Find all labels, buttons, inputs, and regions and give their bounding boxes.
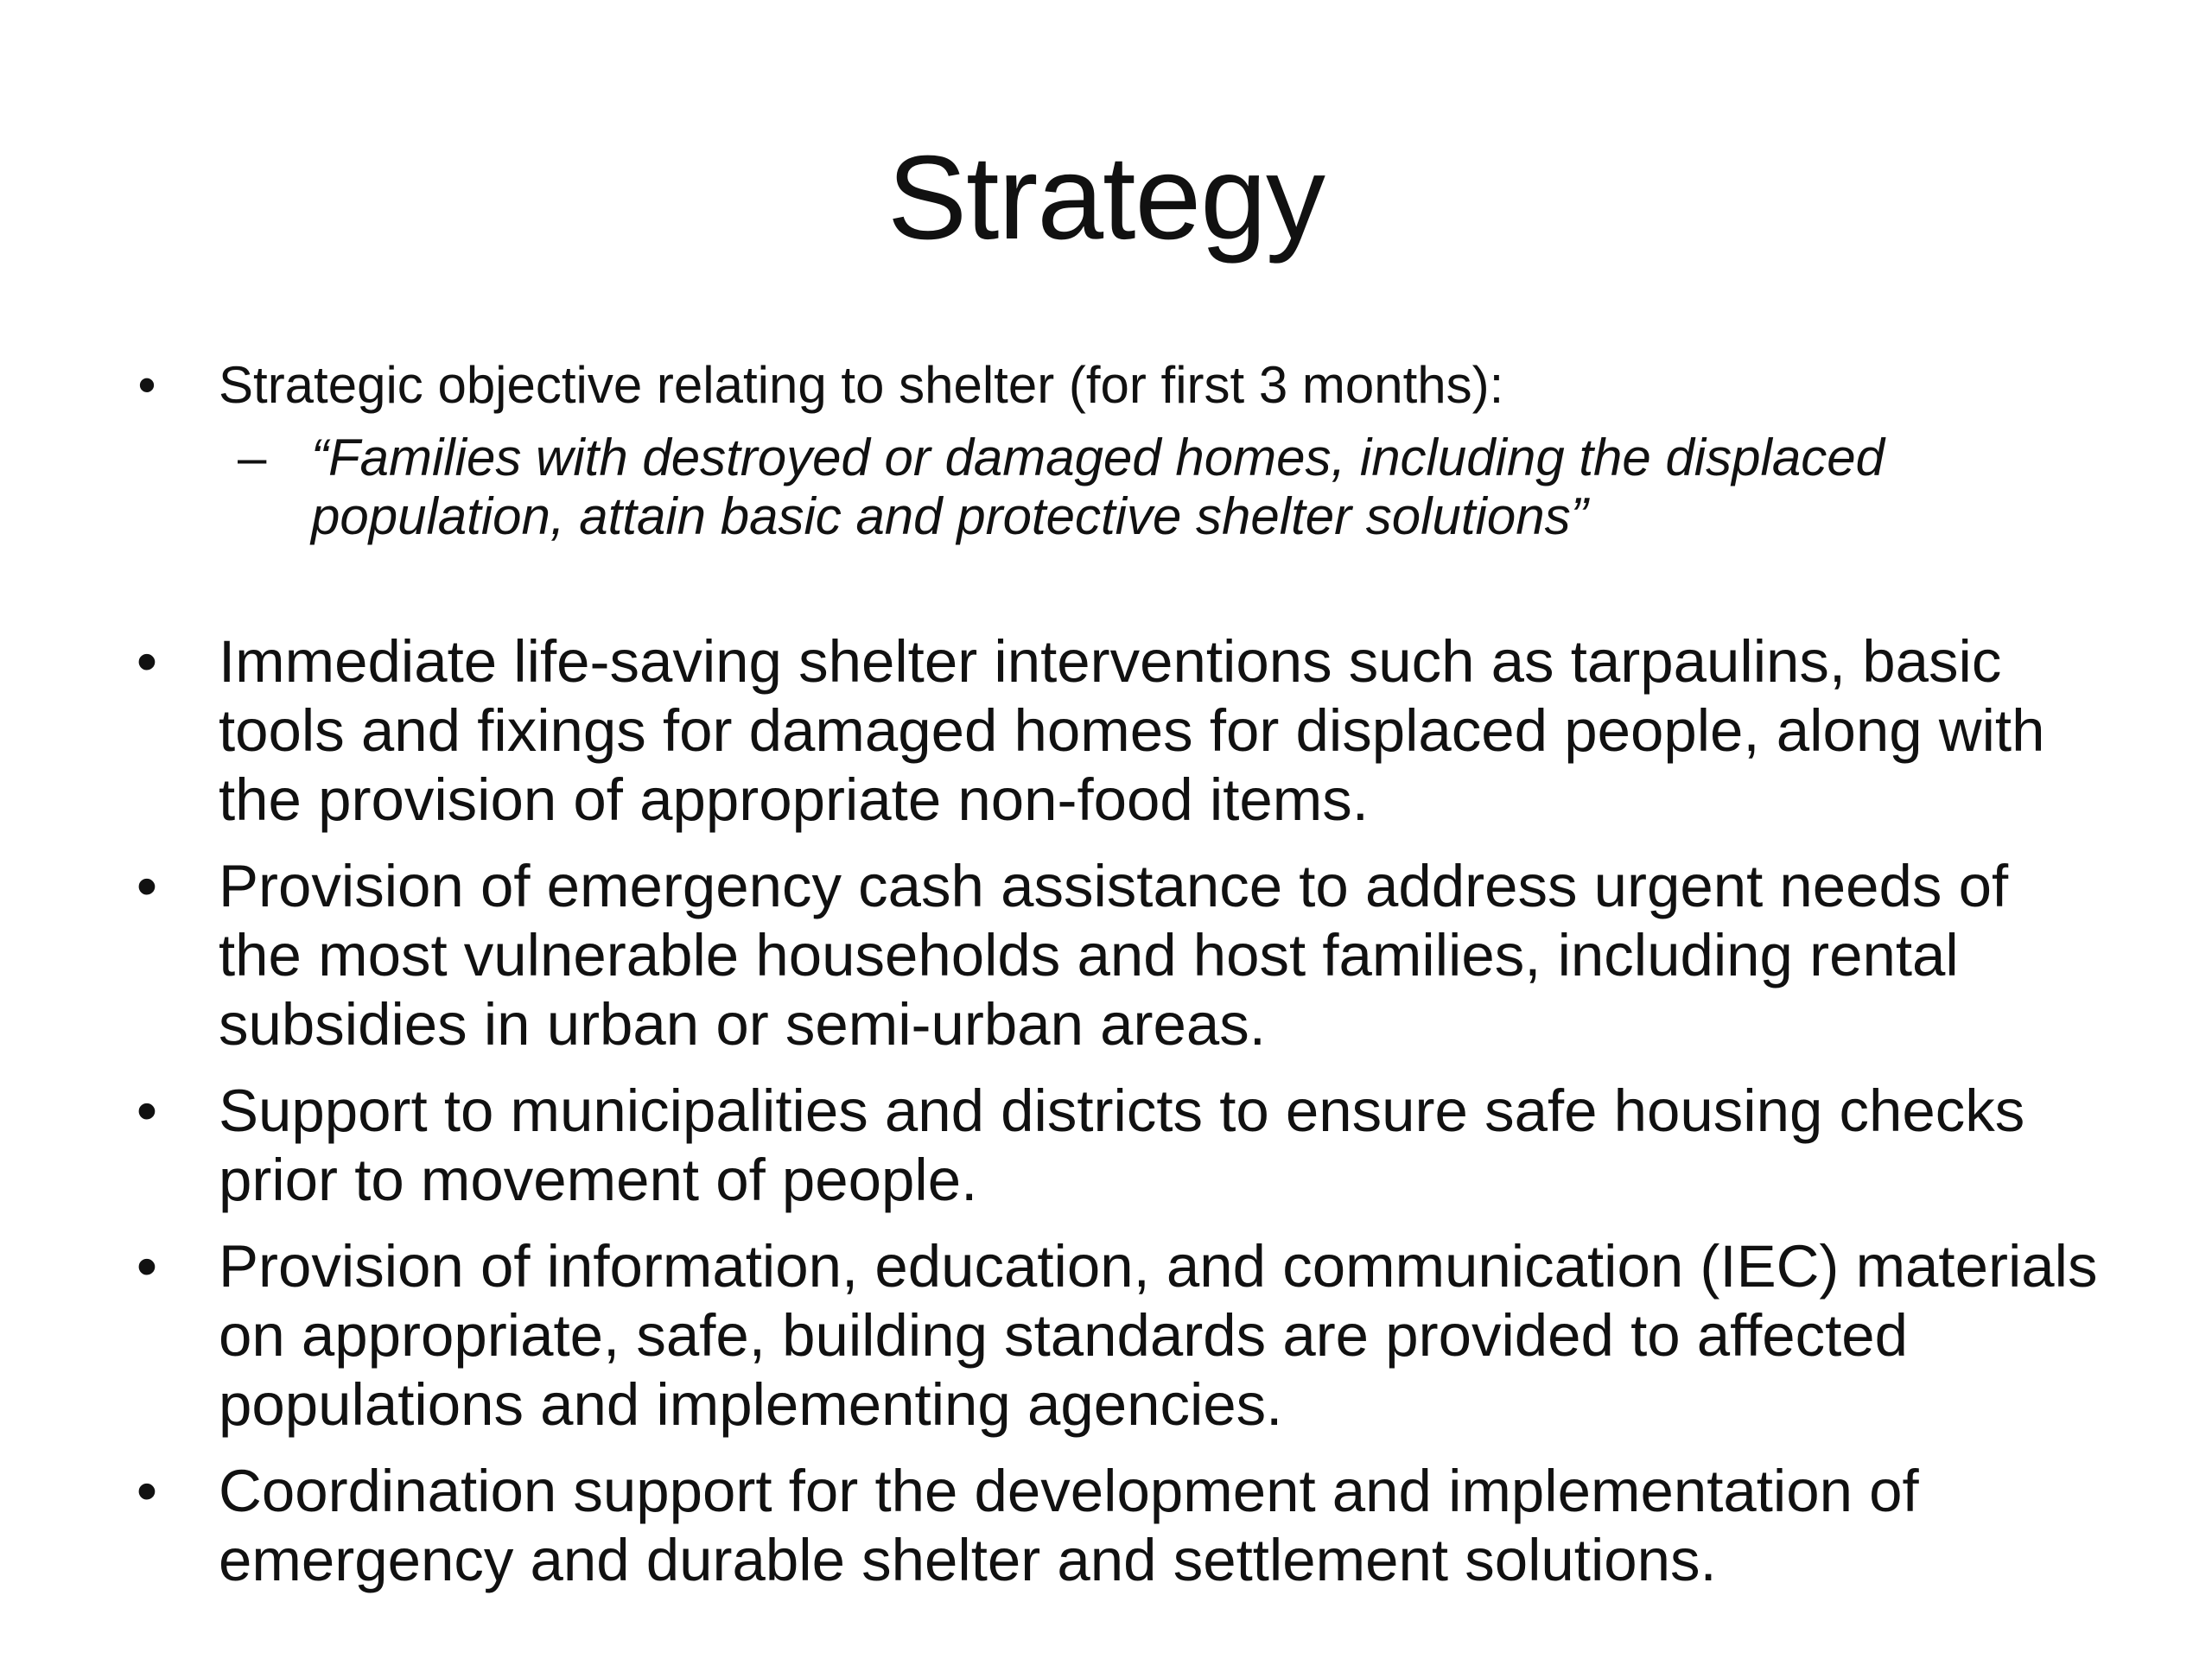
list-item <box>130 1077 2100 1215</box>
objective-text: Strategic objective relating to shelter (for first 3 months): <box>219 356 1504 414</box>
list-item-text: Coordination support for the development and implementation of emergency and durable shelter and settlement solutions. <box>219 1458 1919 1593</box>
dash-glyph: – <box>238 429 267 486</box>
objective-quote-text: “Families with destroyed or damaged homes, including the displaced population, attain basic and protective shelter solutions” <box>311 429 1885 545</box>
list-item-text: Provision of emergency cash assistance to address urgent needs of the most vulnerable households and host families, including rental subsidies in urban or semi-urban areas. <box>219 853 2009 1058</box>
list-item <box>130 1457 2100 1595</box>
strategy-bullet-list <box>130 627 2100 1595</box>
list-item-text: Provision of information, education, and communication (IEC) materials on appropriate, safe, building standards are provided to affected populations and implementing agencies. <box>219 1233 2098 1438</box>
list-item <box>130 1232 2100 1440</box>
bullet-glyph: • <box>136 853 158 919</box>
bullet-glyph: • <box>137 356 156 414</box>
list-item <box>130 627 2100 835</box>
list-item <box>130 852 2100 1059</box>
bullet-glyph: • <box>136 628 158 695</box>
list-item-text: Immediate life-saving shelter interventions such as tarpaulins, basic tools and fixings for damaged homes for displaced people, along with the provision of appropriate non-food items. <box>219 628 2045 833</box>
bullet-glyph: • <box>136 1077 158 1144</box>
bullet-glyph: • <box>136 1458 158 1524</box>
slide-title: Strategy <box>887 131 1325 264</box>
objective-quote <box>130 429 2100 546</box>
objective-bullet <box>130 354 2100 416</box>
list-item-text: Support to municipalities and districts to ensure safe housing checks prior to movement of people. <box>219 1077 2025 1213</box>
bullet-glyph: • <box>136 1233 158 1300</box>
slide-content <box>130 354 2100 1612</box>
